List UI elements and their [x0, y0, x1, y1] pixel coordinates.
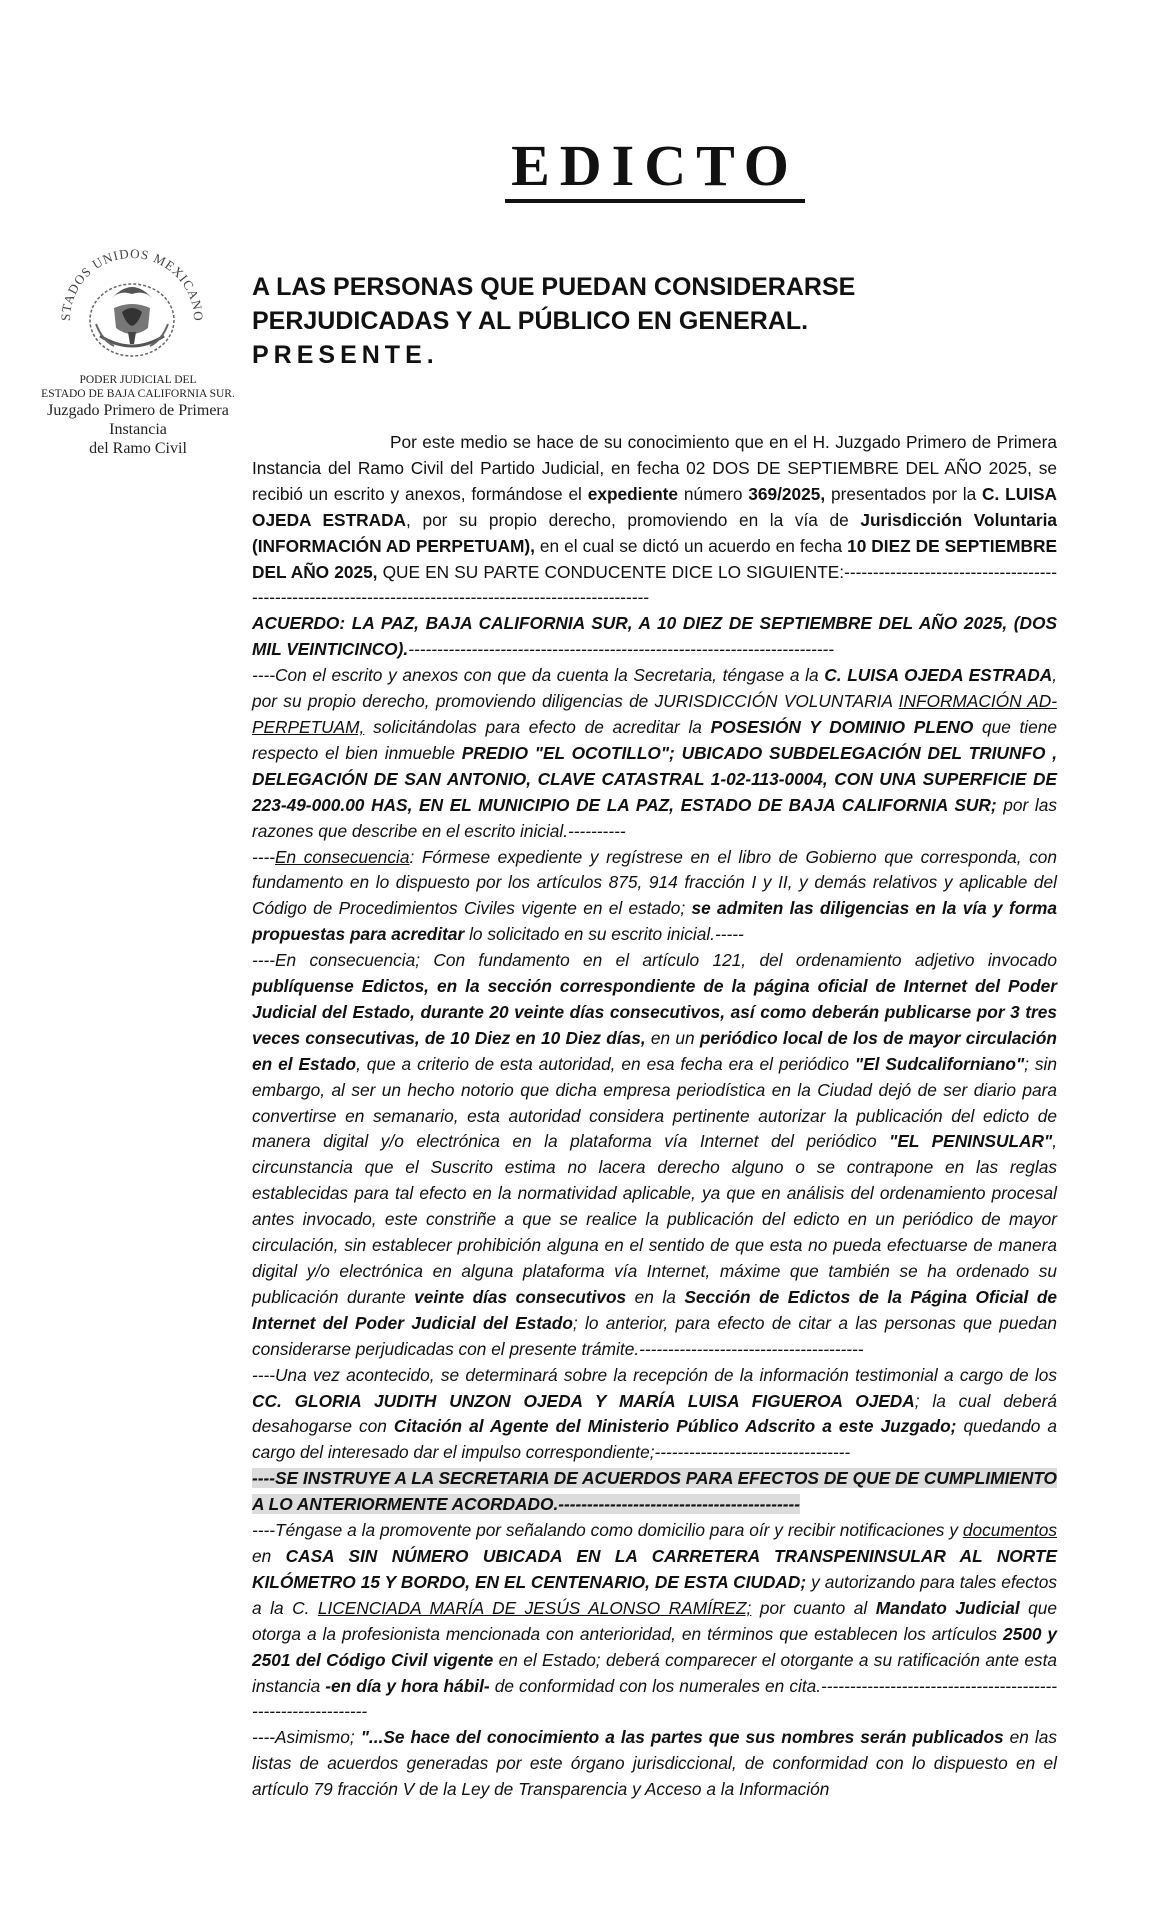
paragraph-4 — [252, 1363, 1057, 1467]
intro-text: Por este medio se hace de su conocimiento que en el H. Juzgado Primero de Primera Instancia del Ramo Civil del Partido Judicial, en fecha 02 DOS DE SEPTIEMBRE DEL AÑO 2025, se recibió un escrito y anexos, formándose el — [252, 432, 1057, 504]
paragraph-2 — [252, 845, 1057, 949]
court-line-2: ESTADO DE BAJA CALIFORNIA SUR. — [41, 388, 235, 400]
p6-underline: documentos — [962, 1520, 1057, 1541]
p4-text: ----Una vez acontecido, se determinará sobre la recepción de la información testimonial a cargo de los — [252, 1364, 1057, 1385]
intro-text: presentados por la — [825, 483, 983, 504]
paragraph-6 — [252, 1518, 1057, 1725]
p3-text: ; sin embargo, al ser un hecho notorio que dicha empresa periodística en la Ciudad dejó de ser diario para convertirse en semanario, esta autoridad considera pertinente autorizar la publicación del edicto de manera digital y/o electrónica en la plataforma vía Internet del periódico — [252, 1053, 1057, 1152]
p6-bold: Mandato Judicial — [875, 1597, 1020, 1618]
p1-text: por las razones que describe en el escrito inicial.---------- — [252, 794, 1057, 841]
p1-text: , por su propio derecho, promoviendo diligencias de JURISDICCIÓN VOLUNTARIA — [252, 665, 1057, 712]
p6-text: por cuanto al — [751, 1597, 876, 1618]
intro-bold-petitioner: C. LUISA OJEDA ESTRADA — [252, 483, 1058, 530]
p1-bold-property: PREDIO "EL OCOTILLO"; UBICADO SUBDELEGACIÓN DEL TRIUNFO , DELEGACIÓN DE SAN ANTONIO, CLAVE CATASTRAL 1-02-113-0004, CON UNA SUPERFICIE DE 223-49-000.00 HAS, EN EL MUNICIPIO DE LA PAZ, ESTADO DE BAJA CALIFORNIA SUR; — [252, 742, 1057, 815]
p4-bold: Citación al Agente del Ministerio Público Adscrito a este Juzgado; — [393, 1416, 957, 1437]
p3-bold: veinte días consecutivos — [414, 1286, 627, 1307]
p6-text: y autorizando para tales efectos a la C. — [252, 1571, 1057, 1618]
paragraph-3 — [252, 948, 1057, 1363]
p2-text: ---- — [252, 846, 276, 867]
document-title: EDICTO — [505, 135, 805, 203]
p6-text: de conformidad con los numerales en cita.------------------------------------------------------------- — [252, 1675, 1057, 1722]
p2-text: : Fórmese expediente y regístrese en el libro de Gobierno que corresponda, con fundamento en lo dispuesto por los artículos 875, 914 fracción I y II, y demás relativos y aplicable del Código de Procedimientos Civiles vigente en el estado; — [252, 846, 1057, 919]
p3-text: ----En consecuencia; Con fundamento en el artículo 121, del ordenamiento adjetivo invocado — [252, 950, 1057, 971]
intro-paragraph — [252, 430, 1057, 611]
intro-text: QUE EN SU PARTE CONDUCENTE DICE LO SIGUIENTE:---------------------------------------------------------------------------------------------------------- — [252, 561, 1058, 608]
addressee-block — [252, 270, 952, 372]
paragraph-1 — [252, 663, 1057, 844]
p1-bold: C. LUISA OJEDA ESTRADA — [824, 665, 1053, 686]
intro-text: , por su propio derecho, promoviendo en la vía de — [406, 509, 861, 530]
p4-text: quedando a cargo del interesado dar el impulso correspondiente;---------------------------------- — [252, 1416, 1057, 1463]
p1-text: solicitándolas para efecto de acreditar la — [364, 716, 711, 737]
p3-bold: publíquense Edictos, en la sección correspondiente de la página oficial de Internet del Poder Judicial del Estado, durante 20 veinte días consecutivos, así como deberán publicarse por 3 tres veces consecutivas, de 10 Diez en 10 Diez días, — [252, 976, 1057, 1048]
p5-instruction: ----SE INSTRUYE A LA SECRETARIA DE ACUERDOS PARA EFECTOS DE QUE DE CUMPLIMIENTO A LO ANTERIORMENTE ACORDADO. — [252, 1468, 1057, 1515]
intro-text: en el cual se dictó un acuerdo en fecha — [534, 535, 848, 556]
p6-bold: -en día y hora hábil- — [325, 1675, 490, 1696]
intro-bold-expediente: expediente — [587, 483, 679, 504]
p3-text: ; lo anterior, para efecto de citar a las personas que puedan considerarse perjudicadas con el presente trámite.--------------------------------------- — [252, 1312, 1057, 1359]
intro-bold-procedure: Jurisdicción Voluntaria (INFORMACIÓN AD PERPETUAM), — [252, 509, 1057, 556]
acuerdo-dashes: -------------------------------------------------------------------------- — [408, 639, 835, 660]
addressee-line-1: A LAS PERSONAS QUE PUEDAN CONSIDERARSE — [252, 273, 856, 301]
p2-underline: En consecuencia — [275, 846, 410, 867]
paragraph-7 — [252, 1725, 1057, 1803]
p6-bold: 2500 y 2501 del Código Civil vigente — [252, 1623, 1058, 1670]
p2-bold: se admiten las diligencias en la vía y forma propuestas para acreditar — [252, 898, 1057, 945]
p3-text: en la — [626, 1286, 685, 1307]
p1-underline: INFORMACIÓN AD-PERPETUAM, — [252, 691, 1058, 737]
p1-bold: POSESIÓN Y DOMINIO PLENO — [710, 716, 974, 737]
court-line-4: Instancia — [109, 421, 167, 438]
court-identification — [18, 373, 258, 458]
edict-body — [252, 430, 1057, 1803]
court-line-5: del Ramo Civil — [89, 440, 187, 457]
seal-arc-text: STADOS UNIDOS MEXICANO — [57, 245, 207, 322]
p1-text: que tiene respecto el bien inmueble — [252, 716, 1057, 763]
p3-bold: "EL PENINSULAR" — [889, 1131, 1053, 1152]
p6-bold-address: CASA SIN NÚMERO UBICADA EN LA CARRETERA TRANSPENINSULAR AL NORTE KILÓMETRO 15 Y BORDO, EN EL CENTENARIO, DE ESTA CIUDAD; — [252, 1545, 1057, 1592]
addressee-presente: PRESENTE. — [252, 341, 439, 369]
p6-text: en — [252, 1545, 286, 1566]
national-seal-icon — [52, 228, 212, 378]
intro-text: número — [678, 483, 749, 504]
paragraph-5-highlighted — [252, 1466, 1057, 1518]
p3-bold: Sección de Edictos de la Página Oficial de Internet del Poder Judicial del Estado — [252, 1286, 1058, 1333]
acuerdo-heading-paragraph — [252, 611, 1057, 663]
p4-bold-witnesses: CC. GLORIA JUDITH UNZON OJEDA Y MARÍA LUISA FIGUEROA OJEDA — [252, 1390, 915, 1411]
p5-dashes: ------------------------------------------ — [558, 1494, 800, 1515]
p6-text: que otorga a la profesionista mencionada con anterioridad, en términos que establecen los artículos — [252, 1597, 1057, 1644]
p2-text: lo solicitado en su escrito inicial.----- — [464, 924, 744, 945]
p3-text: , que a criterio de esta autoridad, en esa fecha era el periódico — [356, 1053, 855, 1074]
p3-text: , circunstancia que el Suscrito estima no lacera derecho alguno o se contrapone en las reglas establecidas para tal efecto en la normatividad aplicable, ya que en análisis del ordenamiento procesal antes invocado, este constriñe a que se realice la publicación del edicto en un periódico de mayor circulación, sin establecer prohibición alguna en el sentido de que esta no pueda efectuarse de manera digital y/o electrónica en alguna plataforma vía Internet, máxime que también se ha ordenado su publicación durante — [252, 1131, 1057, 1307]
p4-text: ; la cual deberá desahogarse con — [252, 1390, 1058, 1437]
p3-bold: "El Sudcaliforniano" — [854, 1053, 1025, 1074]
court-line-1: PODER JUDICIAL DEL — [79, 374, 197, 386]
addressee-line-2: PERJUDICADAS Y AL PÚBLICO EN GENERAL. — [252, 307, 809, 335]
p3-bold: periódico local de los de mayor circulación en el Estado — [252, 1027, 1057, 1074]
acuerdo-heading: ACUERDO: LA PAZ, BAJA CALIFORNIA SUR, A 10 DIEZ DE SEPTIEMBRE DEL AÑO 2025, (DOS MIL VEINTICINCO). — [252, 613, 1057, 660]
p1-text: ----Con el escrito y anexos con que da cuenta la Secretaria, téngase a la — [252, 665, 825, 686]
p6-text: en el Estado; deberá comparecer el otorgante a su ratificación ante esta instancia — [252, 1649, 1057, 1696]
intro-bold-case-number: 369/2025, — [748, 483, 826, 504]
p7-text: ----Asimismo; — [252, 1727, 361, 1748]
intro-bold-date: 10 DIEZ DE SEPTIEMBRE DEL AÑO 2025, — [252, 535, 1057, 582]
court-line-3: Juzgado Primero de Primera — [47, 402, 229, 419]
p6-text: ----Téngase a la promovente por señalando como domicilio para oír y recibir notificaciones y — [252, 1520, 963, 1541]
p7-text: en las listas de acuerdos generadas por este órgano jurisdiccional, de conformidad con lo dispuesto en el artículo 79 fracción V de la Ley de Transparencia y Acceso a la Información — [252, 1727, 1058, 1800]
p6-underline-lawyer: LICENCIADA MARÍA DE JESÚS ALONSO RAMÍREZ; — [317, 1597, 752, 1618]
p7-bold: "...Se hace del conocimiento a las partes que sus nombres serán publicados — [360, 1727, 1004, 1748]
p3-text: en un — [645, 1027, 700, 1048]
